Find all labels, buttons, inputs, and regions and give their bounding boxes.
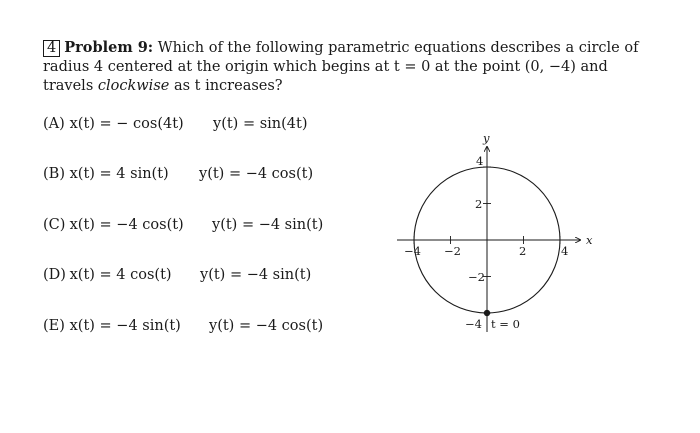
y-tick-label: 4 bbox=[476, 154, 484, 168]
y-axis-label: y bbox=[483, 131, 490, 145]
y-tick-label: −2 bbox=[468, 270, 485, 284]
option-label: (E) bbox=[43, 318, 65, 334]
x-tick-label: 2 bbox=[519, 244, 527, 258]
option-y-equation: y(t) = −4 sin(t) bbox=[212, 217, 324, 233]
option-y-equation: y(t) = −4 sin(t) bbox=[200, 267, 312, 283]
problem-title: Problem 9: bbox=[64, 39, 154, 56]
option-x-equation: x(t) = 4 cos(t) bbox=[69, 267, 172, 283]
y-tick-label: −4 bbox=[465, 317, 482, 331]
option-label: (C) bbox=[43, 217, 66, 233]
start-point bbox=[484, 310, 490, 316]
x-tick-label: 4 bbox=[561, 244, 569, 258]
x-tick-label: −2 bbox=[444, 244, 461, 258]
option-label: (D) bbox=[43, 267, 66, 283]
option-x-equation: x(t) = 4 sin(t) bbox=[69, 166, 169, 182]
option-label: (A) bbox=[43, 116, 65, 132]
problem-italic-word: clockwise bbox=[97, 78, 170, 94]
option-y-equation: y(t) = sin(4t) bbox=[213, 116, 308, 132]
option-x-equation: x(t) = −4 cos(t) bbox=[69, 217, 184, 233]
option-x-equation: x(t) = − cos(4t) bbox=[69, 116, 184, 132]
problem-number-box: 4 bbox=[43, 40, 60, 57]
option-x-equation: x(t) = −4 sin(t) bbox=[69, 318, 181, 334]
option-y-equation: y(t) = −4 cos(t) bbox=[209, 318, 324, 334]
y-tick-label: 2 bbox=[475, 197, 483, 211]
problem-text-end: as t increases? bbox=[169, 78, 283, 94]
x-axis-label: x bbox=[586, 233, 593, 247]
start-point-label: t = 0 bbox=[491, 317, 520, 331]
option-y-equation: y(t) = −4 cos(t) bbox=[199, 166, 314, 182]
x-tick-label: −4 bbox=[404, 244, 421, 258]
problem-text: Which of the following parametric equations describes a circle of radius 4 centered at the origin which begins at t = 0 at the point (0, −4) and travels bbox=[43, 40, 639, 94]
option-label: (B) bbox=[43, 166, 65, 182]
